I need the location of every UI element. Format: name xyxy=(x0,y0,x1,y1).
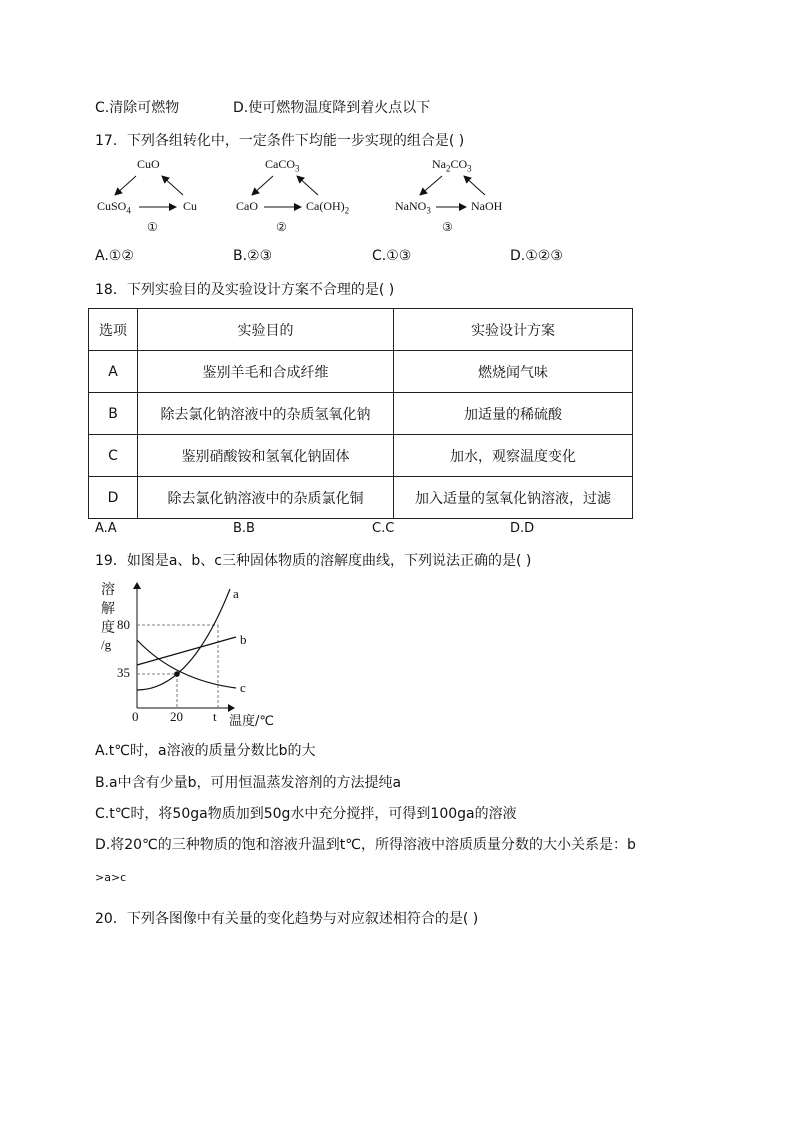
q18-option-a: A.A xyxy=(95,521,117,536)
q17-option-a: A.①② xyxy=(95,248,134,264)
row-c-option: C xyxy=(89,435,138,477)
graph-ylabel-1: 溶 xyxy=(101,582,115,598)
intersection-point xyxy=(174,671,180,677)
d3-top: $Na_2CO_3$ xyxy=(432,157,472,174)
row-b-purpose: 除去氯化钠溶液中的杂质氢氧化钠 xyxy=(138,393,394,435)
graph-ylabel-4: /g xyxy=(101,637,112,652)
q17-stem: 17．下列各组转化中，一定条件下均能一步实现的组合是( ) xyxy=(95,133,465,149)
q19-option-b: B.a中含有少量b，可用恒温蒸发溶剂的方法提纯a xyxy=(95,775,402,791)
curve-c xyxy=(137,640,236,688)
d2-number: ② xyxy=(276,220,287,234)
d2-right: $Ca(OH)_2$ xyxy=(306,199,350,216)
q17-option-b: B.②③ xyxy=(233,248,273,264)
d3-right: NaOH xyxy=(471,199,503,213)
curve-label-c: c xyxy=(240,680,246,695)
row-a-plan: 燃烧闻气味 xyxy=(394,351,633,393)
d1-right: Cu xyxy=(183,199,198,213)
graph-xlabel: 温度/℃ xyxy=(229,714,274,729)
q20-stem: 20．下列各图像中有关量的变化趋势与对应叙述相符合的是( ) xyxy=(95,911,479,927)
row-a-option: A xyxy=(89,351,138,393)
header-option: 选项 xyxy=(89,309,138,351)
d1-left: CuSO$_4$ xyxy=(97,199,131,216)
header-purpose: 实验目的 xyxy=(138,309,394,351)
row-c-purpose: 鉴别硝酸铵和氢氧化钠固体 xyxy=(138,435,394,477)
row-b-option: B xyxy=(89,393,138,435)
row-a-purpose: 鉴别羊毛和合成纤维 xyxy=(138,351,394,393)
q18-option-c: C.C xyxy=(372,521,395,536)
d1-top: CuO xyxy=(137,157,160,171)
q18-option-b: B.B xyxy=(233,521,255,536)
row-d-option: D xyxy=(89,477,138,519)
graph-ytick-35: 35 xyxy=(117,665,130,680)
q19-option-a: A.t℃时，a溶液的质量分数比b的大 xyxy=(95,743,316,759)
q19-option-c: C.t℃时，将50ga物质加到50g水中充分搅拌，可得到100ga的溶液 xyxy=(95,806,517,822)
d2-left: CaO xyxy=(236,199,258,213)
q16-option-c: C.清除可燃物 xyxy=(95,100,180,116)
curve-b xyxy=(137,637,236,665)
graph-ylabel-2: 解 xyxy=(101,601,115,617)
row-b-plan: 加适量的稀硫酸 xyxy=(394,393,633,435)
q18-stem: 18．下列实验目的及实验设计方案不合理的是( ) xyxy=(95,282,395,298)
q19-option-d-cont: >a>c xyxy=(95,871,127,884)
q19-stem: 19．如图是a、b、c三种固体物质的溶解度曲线，下列说法正确的是( ) xyxy=(95,553,532,569)
d2-top: CaCO$_3$ xyxy=(265,157,300,174)
row-c-plan: 加水，观察温度变化 xyxy=(394,435,633,477)
curve-a xyxy=(137,589,230,690)
curve-label-b: b xyxy=(240,632,247,647)
curve-label-a: a xyxy=(233,586,239,601)
q19-option-d: D.将20℃的三种物质的饱和溶液升温到t℃，所得溶液中溶质质量分数的大小关系是：b xyxy=(95,837,636,853)
graph-ylabel-3: 度 xyxy=(101,620,115,636)
q16-option-d: D.使可燃物温度降到着火点以下 xyxy=(233,100,431,116)
d3-number: ③ xyxy=(442,220,453,234)
row-d-plan: 加入适量的氢氧化钠溶液，过滤 xyxy=(394,477,633,519)
graph-ytick-80: 80 xyxy=(117,617,130,632)
q17-option-c: C.①③ xyxy=(372,248,412,264)
d1-number: ① xyxy=(147,220,158,234)
graph-xtick-t: t xyxy=(213,709,217,724)
graph-xtick-0: 0 xyxy=(132,709,139,724)
q17-option-d: D.①②③ xyxy=(510,248,563,264)
header-plan: 实验设计方案 xyxy=(394,309,633,351)
row-d-purpose: 除去氯化钠溶液中的杂质氯化铜 xyxy=(138,477,394,519)
q18-option-d: D.D xyxy=(510,521,535,536)
d3-left: NaNO$_3$ xyxy=(395,199,431,216)
graph-xtick-20: 20 xyxy=(170,709,183,724)
